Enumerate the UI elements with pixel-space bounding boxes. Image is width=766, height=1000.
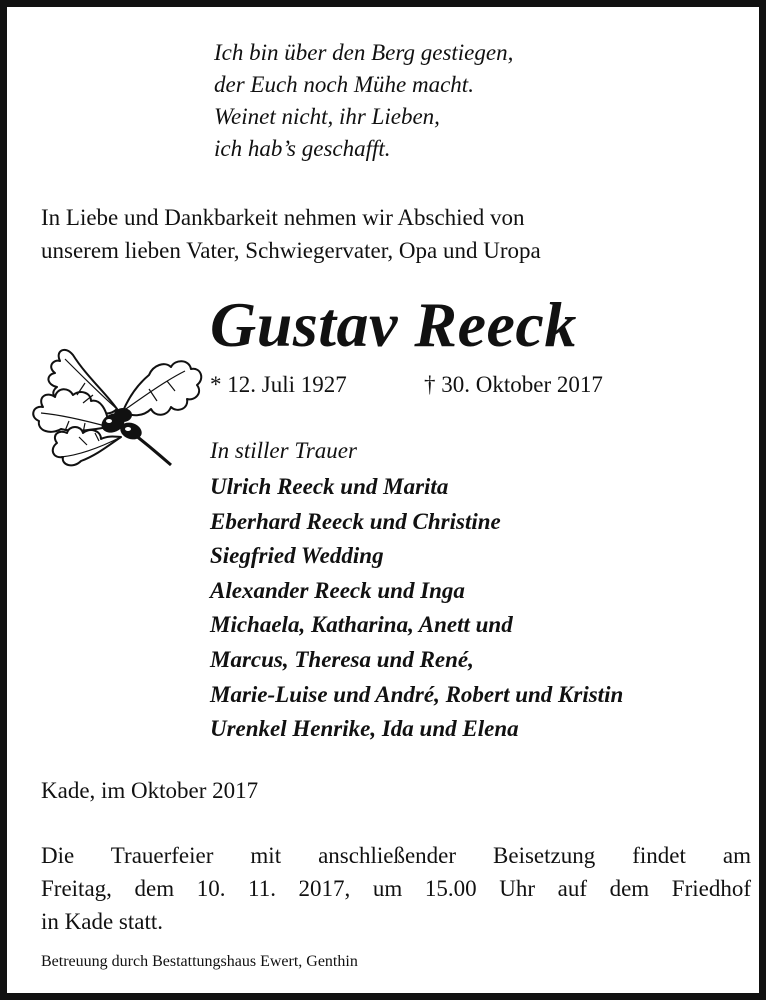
intro-line: In Liebe und Dankbarkeit nehmen wir Abschied von	[41, 205, 525, 230]
place-and-date: Kade, im Oktober 2017	[41, 778, 259, 803]
poem-line: Ich bin über den Berg gestiegen,	[214, 40, 514, 65]
ceremony-line: Die Trauerfeier mit anschließender Beisetzung findet am	[41, 843, 751, 868]
funeral-ceremony-info	[41, 839, 751, 938]
mourner-line: Eberhard Reeck und Christine	[210, 508, 501, 534]
mourner-line: Marcus, Theresa und René,	[210, 646, 474, 672]
poem-line: ich hab’s geschafft.	[214, 136, 391, 161]
oak-leaves-acorns-icon	[25, 337, 203, 472]
death-date: † 30. Oktober 2017	[424, 372, 603, 397]
funeral-home-credit: Betreuung durch Bestattungshaus Ewert, Genthin	[41, 953, 358, 970]
mourner-line: Michaela, Katharina, Anett und	[210, 612, 513, 638]
mourners-list	[210, 470, 623, 747]
poem-line: Weinet nicht, ihr Lieben,	[214, 104, 440, 129]
ceremony-line: in Kade statt.	[41, 909, 163, 934]
mourner-line: Urenkel Henrike, Ida und Elena	[210, 716, 519, 742]
intro-line: unserem lieben Vater, Schwiegervater, Opa und Uropa	[41, 238, 541, 263]
memorial-poem	[214, 37, 513, 165]
poem-line: der Euch noch Mühe macht.	[214, 72, 474, 97]
mourner-line: Ulrich Reeck und Marita	[210, 474, 449, 499]
life-dates	[210, 370, 603, 400]
mourning-intro: In stiller Trauer	[210, 438, 357, 463]
mourner-line: Siegfried Wedding	[210, 543, 384, 569]
mourner-line: Alexander Reeck und Inga	[210, 577, 465, 603]
farewell-intro	[41, 201, 541, 267]
birth-date: * 12. Juli 1927	[210, 372, 347, 397]
deceased-name: Gustav Reeck	[210, 289, 577, 360]
ceremony-line: Freitag, dem 10. 11. 2017, um 15.00 Uhr auf dem Friedhof	[41, 876, 751, 901]
mourner-line: Marie-Luise und André, Robert und Kristin	[210, 681, 624, 707]
